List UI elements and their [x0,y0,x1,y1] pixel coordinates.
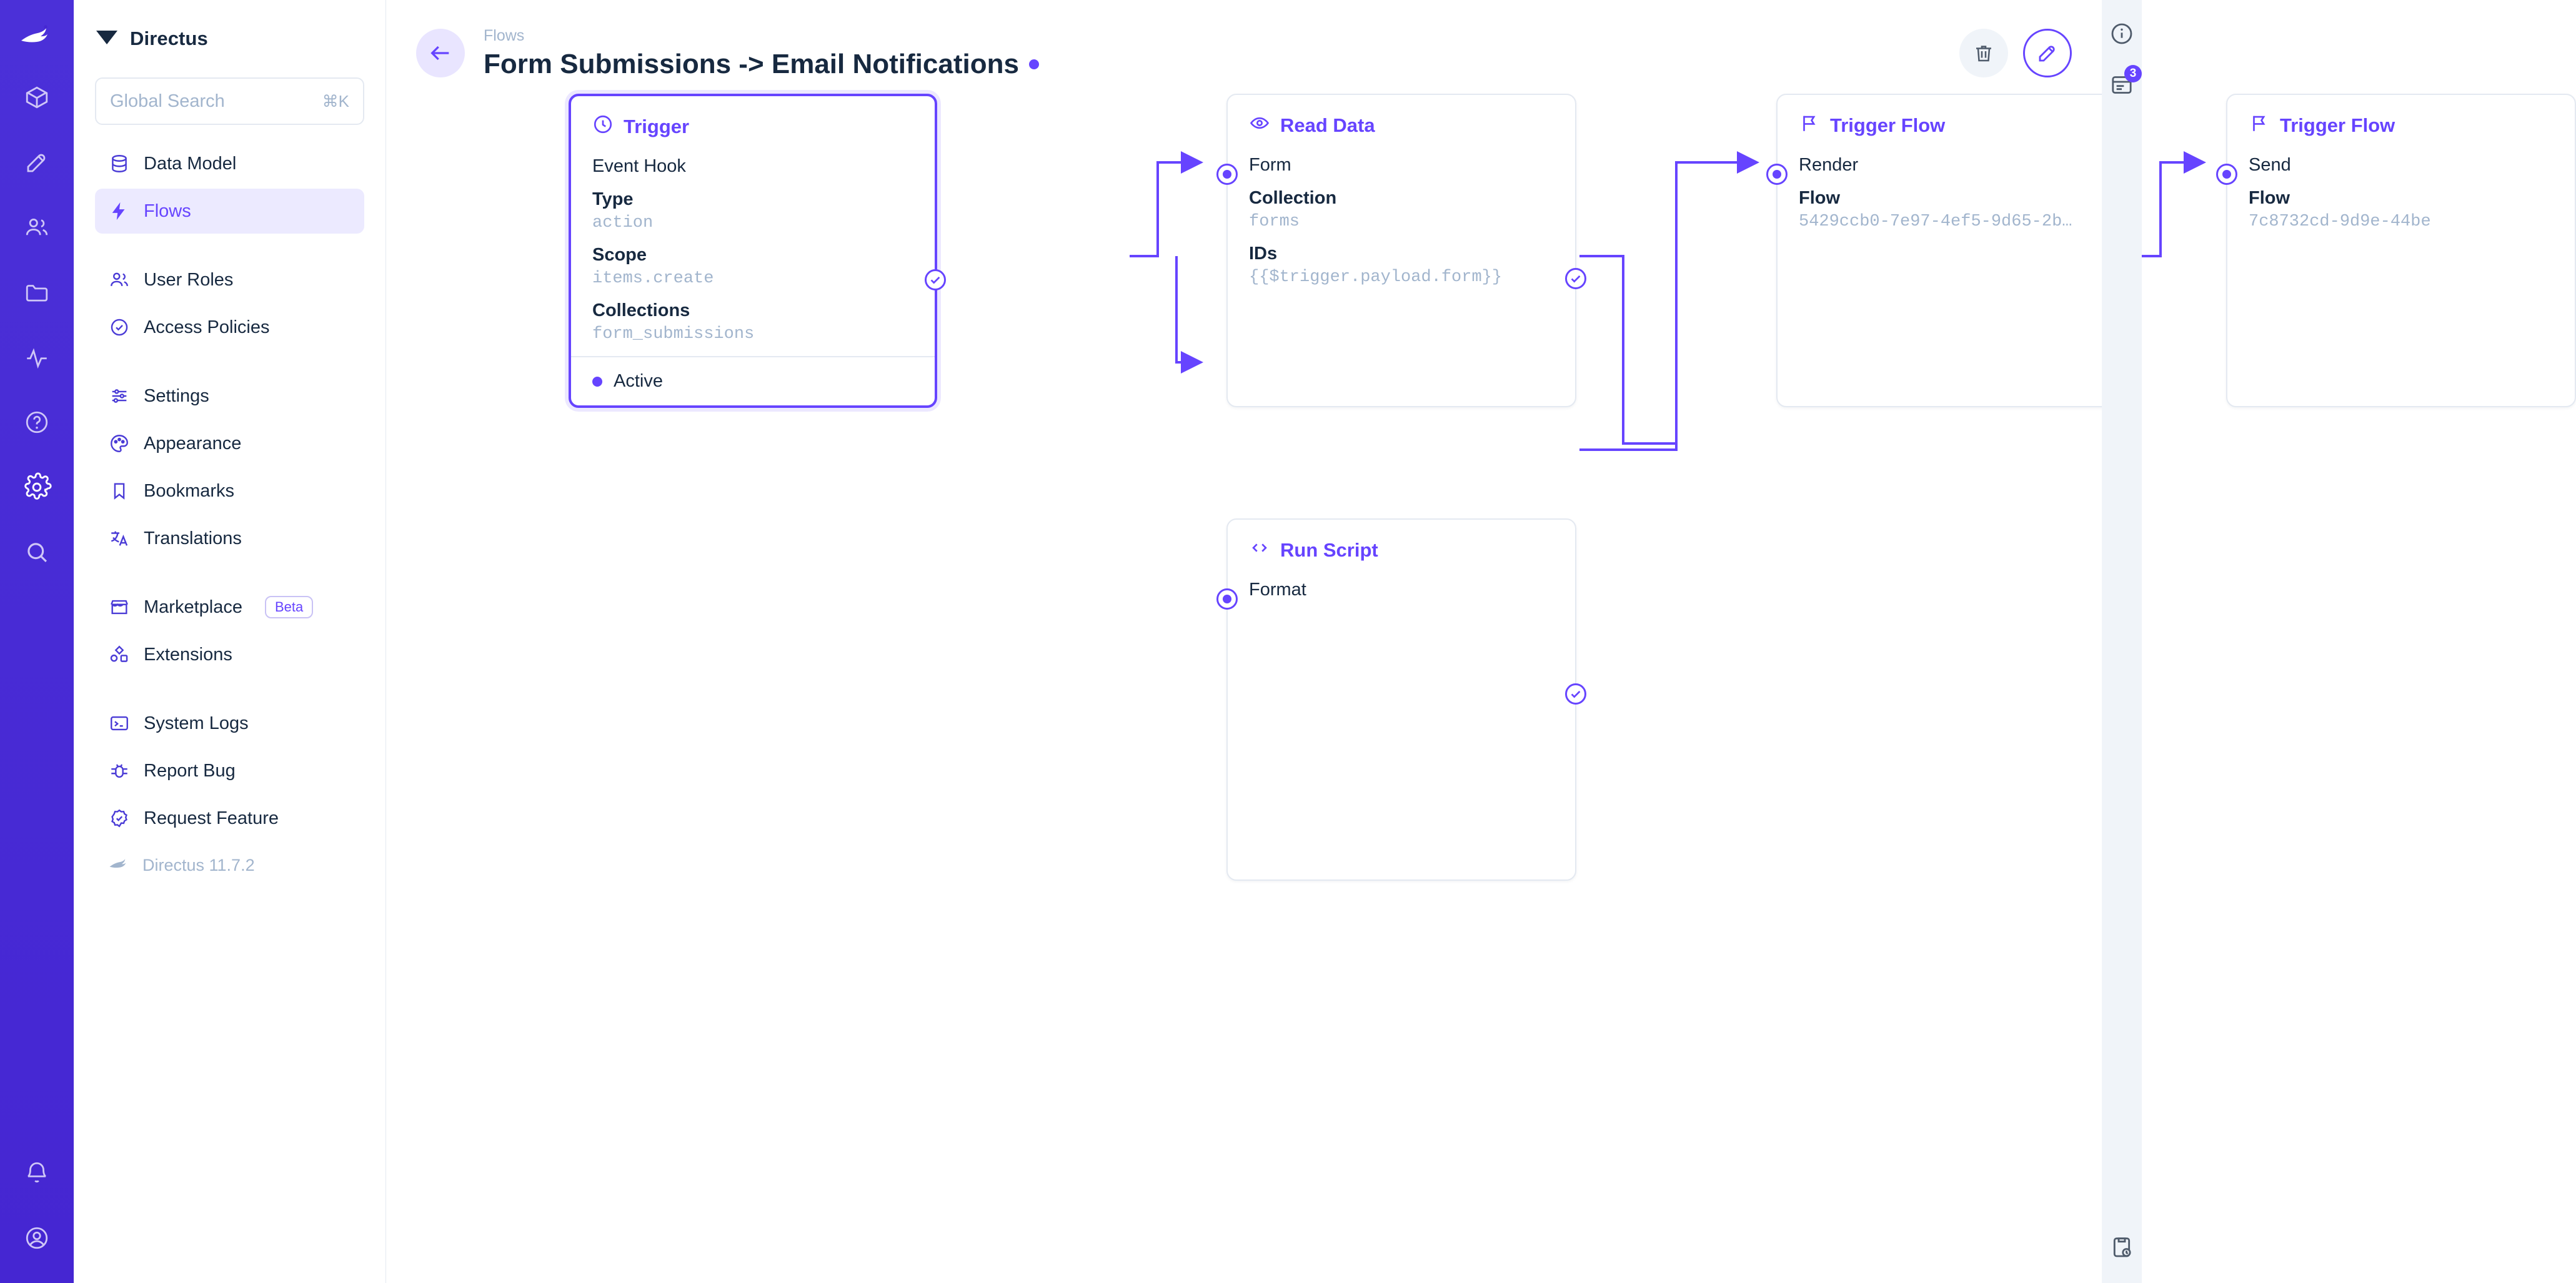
sidebar-group-1 [74,141,385,236]
field-value: form_submissions [592,325,755,344]
terminal-icon [109,713,130,734]
sidebar-version [74,843,385,887]
node-subtitle: Form [1249,155,1291,175]
sidebar-item-label: Settings [144,385,209,406]
status-dot [592,377,602,387]
node-subtitle: Send [2249,155,2291,175]
run-script-input-port[interactable] [1216,588,1238,610]
flow-canvas[interactable] [386,106,2431,1283]
node-title-label: Trigger [624,116,690,137]
field-label: IDs [1249,244,1278,264]
sidebar-item-report-bug[interactable] [95,748,364,793]
sidebar-item-appearance[interactable] [95,421,364,466]
sidebar-item-label: System Logs [144,713,249,733]
trigger-flow-send-input-port[interactable] [2216,164,2237,185]
sidebar-item-label: Access Policies [144,317,270,337]
main-area [386,0,2431,1283]
node-body [571,145,935,356]
sidebar-item-label: Appearance [144,433,242,453]
node-subtitle: Event Hook [592,156,686,176]
trigger-flow-render-input-port[interactable] [1766,164,1788,185]
sidebar-item-bookmarks[interactable] [95,468,364,513]
node-title [571,96,935,145]
node-body [1228,568,1575,613]
sidebar-item-label: Flows [144,201,191,221]
flow-logs-icon[interactable] [2104,67,2139,102]
node-subtitle: Render [1799,155,1859,175]
info-circle-icon[interactable] [2104,16,2139,51]
module-editor[interactable] [13,139,61,186]
run-script-output-port[interactable] [1565,683,1586,705]
node-title-label: Run Script [1280,539,1378,561]
node-title [1778,95,2125,144]
breadcrumb[interactable]: Flows [484,26,525,44]
back-button[interactable] [416,29,465,77]
sidebar-item-data-model[interactable] [95,141,364,186]
bug-icon [109,760,130,781]
directus-mark-icon [95,28,119,50]
flag-icon [2249,112,2270,139]
sidebar-item-label: Translations [144,528,242,548]
header-actions [1959,29,2072,77]
status-label: Active [614,371,663,391]
field-value: action [592,214,654,232]
edit-flow-button[interactable] [2023,29,2072,77]
field-value: 7c8732cd-9d9e-44be [2249,212,2431,231]
trigger-output-port[interactable] [925,269,946,290]
field-label: Collections [592,300,690,320]
sidebar-group-4 [74,585,385,680]
node-title [1228,520,1575,568]
bookmark-icon [109,480,130,502]
node-status [571,356,935,405]
field-label: Scope [592,245,647,265]
flow-node-trigger[interactable] [569,94,937,408]
node-title-label: Trigger Flow [1830,114,1946,136]
global-search-input[interactable] [95,77,364,125]
field-value: 5429ccb0-7e97-4ef5-9d65-2b… [1799,212,2072,231]
module-content[interactable] [13,74,61,121]
field-label: Flow [1799,188,1841,208]
field-label: Flow [2249,188,2290,208]
settings-sidebar [74,0,386,1283]
sidebar-item-flows[interactable] [95,189,364,234]
sliders-icon [109,385,130,407]
node-subtitle: Format [1249,580,1306,600]
account-icon[interactable] [13,1214,61,1262]
unsaved-changes-dot [1029,59,1039,69]
sidebar-item-extensions[interactable] [95,632,364,677]
header-titles [484,27,1039,80]
flow-node-trigger-flow-render[interactable] [1776,94,2126,407]
database-icon [109,153,130,174]
module-bar [0,0,74,1283]
people-icon [109,269,130,290]
node-body [1778,144,2125,406]
sidebar-item-marketplace[interactable] [95,585,364,630]
translate-icon [109,528,130,549]
sidebar-item-settings[interactable] [95,374,364,419]
bolt-icon [109,201,130,222]
sidebar-item-label: Extensions [144,644,232,665]
sidebar-brand [74,14,385,64]
node-title-label: Read Data [1280,114,1375,136]
flag-icon [1799,112,1820,139]
field-label: Type [592,189,634,209]
global-search-shortcut: ⌘K [322,91,349,111]
flow-editor [386,0,2431,1283]
sidebar-group-3 [74,374,385,563]
sidebar-item-label: Bookmarks [144,480,235,501]
page-title: Form Submissions -> Email Notifications [484,48,1019,79]
sidebar-group-2 [74,257,385,352]
read-data-input-port[interactable] [1216,164,1238,185]
delete-flow-button[interactable] [1959,29,2008,77]
node-title [1228,95,1575,144]
sidebar-item-label: Marketplace [144,597,242,617]
page-header [386,0,2102,106]
sidebar-item-system-logs[interactable] [95,701,364,746]
directus-logo-icon[interactable] [13,11,61,59]
field-value: forms [1249,212,1300,231]
code-brackets-icon [1249,537,1270,563]
node-title-label: Trigger Flow [2280,114,2395,136]
badge-check-icon [109,317,130,338]
eye-icon [1249,112,1270,139]
node-body [1228,144,1575,406]
module-settings[interactable] [13,463,61,511]
flow-node-trigger-flow-send[interactable] [2226,94,2576,407]
module-insights[interactable] [13,334,61,381]
module-files[interactable] [13,269,61,316]
module-search[interactable] [13,528,61,576]
field-value: items.create [592,269,714,288]
sidebar-item-translations[interactable] [95,516,364,561]
module-users[interactable] [13,204,61,251]
flow-node-read-data[interactable] [1226,94,1576,407]
sidebar-item-access-policies[interactable] [95,305,364,350]
directus-rabbit-icon [109,855,130,876]
sidebar-item-user-roles[interactable] [95,257,364,302]
check-badge-icon [109,808,130,829]
sidebar-item-label: Request Feature [144,808,279,828]
sidebar-group-5 [74,701,385,843]
field-label: Collection [1249,188,1337,208]
sidebar-item-request-feature[interactable] [95,796,364,841]
global-search-placeholder: Global Search [110,91,225,111]
extensions-icon [109,644,130,665]
storefront-icon [109,597,130,618]
field-value: {{$trigger.payload.form}} [1249,268,1503,287]
brand-label: Directus [130,27,208,49]
sidebar-item-label: Report Bug [144,760,236,781]
palette-icon [109,433,130,454]
marketplace-beta-badge: Beta [265,596,313,618]
node-body [2227,144,2575,406]
sidebar-item-label: User Roles [144,269,234,290]
right-sidebar-rail [2102,0,2142,1283]
activity-clipboard-icon[interactable] [2104,1229,2139,1264]
notifications-icon[interactable] [13,1149,61,1197]
version-label: Directus 11.7.2 [142,855,255,874]
flow-node-run-script[interactable] [1226,518,1576,881]
node-title [2227,95,2575,144]
flow-logs-badge: 3 [2124,65,2142,82]
module-docs[interactable] [13,399,61,446]
read-data-output-port[interactable] [1565,268,1586,289]
sidebar-item-label: Data Model [144,153,237,174]
trigger-bolt-icon [592,114,614,140]
